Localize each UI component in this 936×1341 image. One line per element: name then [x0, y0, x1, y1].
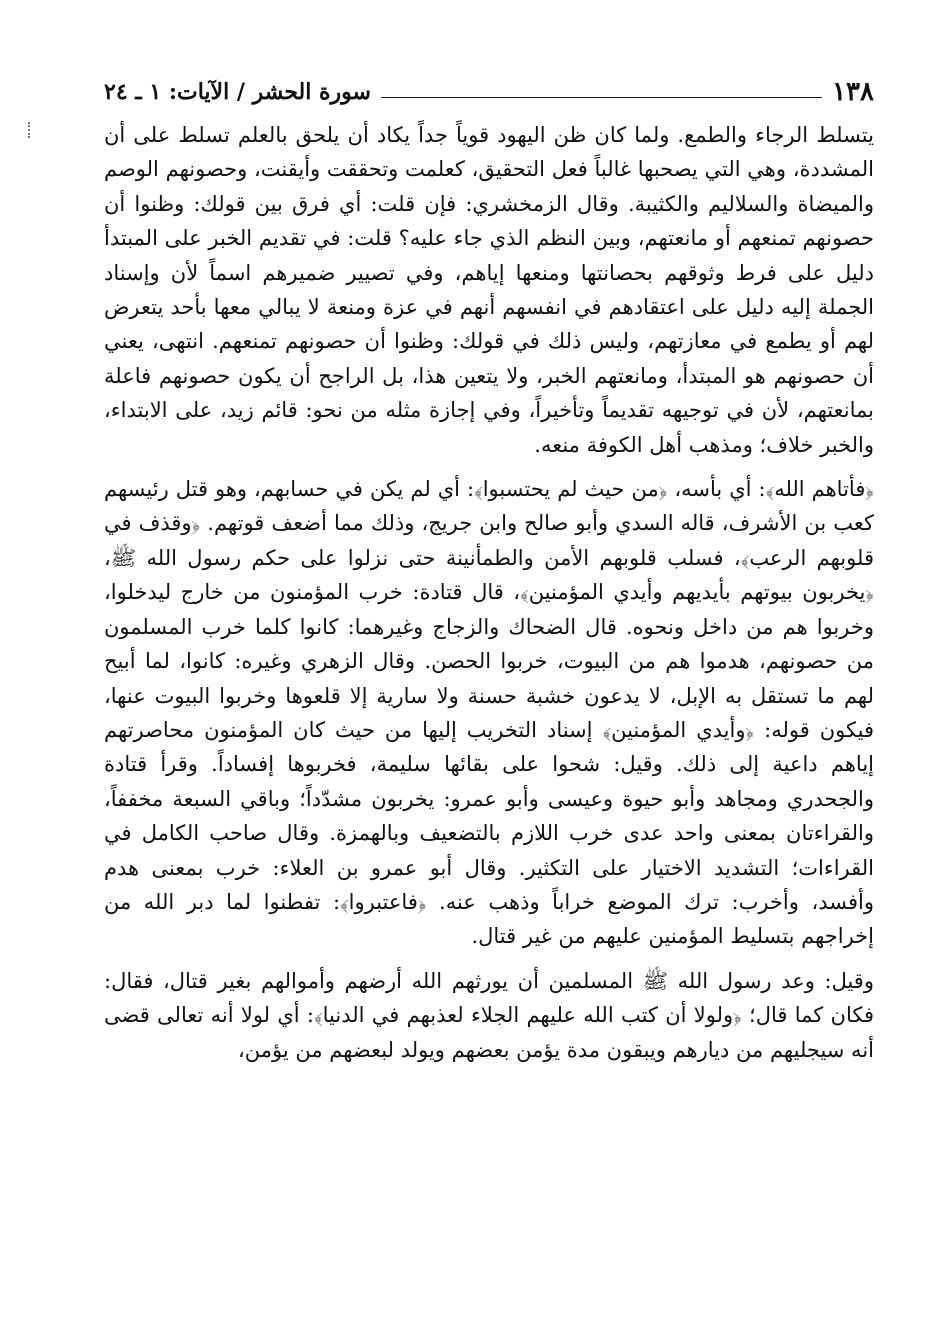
paragraph-3: وقيل: وعد رسول الله ﷺ المسلمين أن يورثهم الله أرضهم وأموالهم بغير قتال، فقال: فكان كما قال؛ ﴿ولولا أن كتب الله عليهم الجلاء لعذبهم في الدنيا﴾: أي لولا أنه تعالى قضى أنه سيجليهم من ديارهم ويبقون مدة يؤمن بعضهم ويولد لبعضهم من يؤمن،	[104, 968, 874, 1062]
page-header	[104, 78, 874, 106]
paragraph-1: يتسلط الرجاء والطمع. ولما كان ظن اليهود قوياً جداً يكاد أن يلحق بالعلم تسلط على أن المشددة، وهي التي يصحبها غالباً فعل التحقيق، كعلمت وتحققت وأيقنت، وحصونهم الوصم والميضاة والسلاليم والكثيبة. وقال الزمخشري: فإن قلت: أي فرق بين قولك: وظنوا أن حصونهم تمنعهم أو مانعتهم، وبين النظم الذي جاء عليه؟ قلت: في تقديم الخبر على المبتدأ دليل على فرط وثوقهم بحصانتها ومنعها إياهم، وفي تصيير ضميرهم اسماً لأن وإسناد الجملة إليه دليل على اعتقادهم في انفسهم أنهم في عزة ومنعة لا يبالي معها بأحد يتعرض لهم أو يطمع في معازتهم، وليس ذلك في قولك: وظنوا أن حصونهم تمنعهم. انتهى، يعني أن حصونهم هو المبتدأ، ومانعتهم الخبر، ولا يتعين هذا، بل الراجح أن يكون حصونهم فاعلة بمانعتهم، لأن في توجيهه تقديماً وتأخيراً، وفي إجازة مثله من نحو: قائم زيد، على الابتداء، والخبر خلاف؛ ومذهب أهل الكوفة منعه.	[104, 123, 874, 457]
running-title: سورة الحشر / الآيات: ١ ـ ٢٤	[104, 79, 371, 105]
page-number: ١٣٨	[832, 77, 874, 107]
paragraph-2: ﴿فأتاهم الله﴾: أي بأسه، ﴿من حيث لم يحتسبوا﴾: أي لم يكن في حسابهم، وهو قتل رئيسهم كعب بن الأشرف، قاله السدي وأبو صالح وابن جريج، وذلك مما أضعف قوتهم. ﴿وقذف في قلوبهم الرعب﴾، فسلب قلوبهم الأمن والطمأنينة حتى نزلوا على حكم رسول الله ﷺ، ﴿يخربون بيوتهم بأيديهم وأيدي المؤمنين﴾، قال قتادة: خرب المؤمنون من خارج ليدخلوا، وخربوا هم من داخل ونحوه. قال الضحاك والزجاج وغيرهما: كانوا كلما خرب المسلمون من حصونهم، هدموا هم من البيوت، خربوا الحصن. وقال الزهري وغيره: كانوا، لما أبيح لهم ما تستقل به الإبل، لا يدعون خشبة حسنة ولا سارية إلا قلعوها وخربوا البيوت عنها، فيكون قوله: ﴿وأيدي المؤمنين﴾ إسناد التخريب إليها من حيث كان المؤمنون محاصرتهم إياهم داعية إلى ذلك. وقيل: شحوا على بقائها سليمة، فخربوها إفساداً. وقرأ قتادة والجحدري ومجاهد وأبو حيوة وعيسى وأبو عمرو: يخربون مشدّداً؛ وباقي السبعة مخففاً، والقراءتان بمعنى واحد عدى خرب اللازم بالتضعيف وبالهمزة. وقال صاحب الكامل في القراءات؛ التشديد الاختيار على التكثير. وقال أبو عمرو بن العلاء: خرب بمعنى هدم وأفسد، وأخرب: ترك الموضع خراباً وذهب عنه. ﴿فاعتبروا﴾: تفطنوا لما دبر الله من إخراجهم بتسليط المؤمنين عليهم من غير قتال.	[104, 477, 874, 949]
page-body	[104, 118, 874, 1067]
margin-mark	[28, 122, 33, 138]
header-rule	[381, 97, 822, 98]
